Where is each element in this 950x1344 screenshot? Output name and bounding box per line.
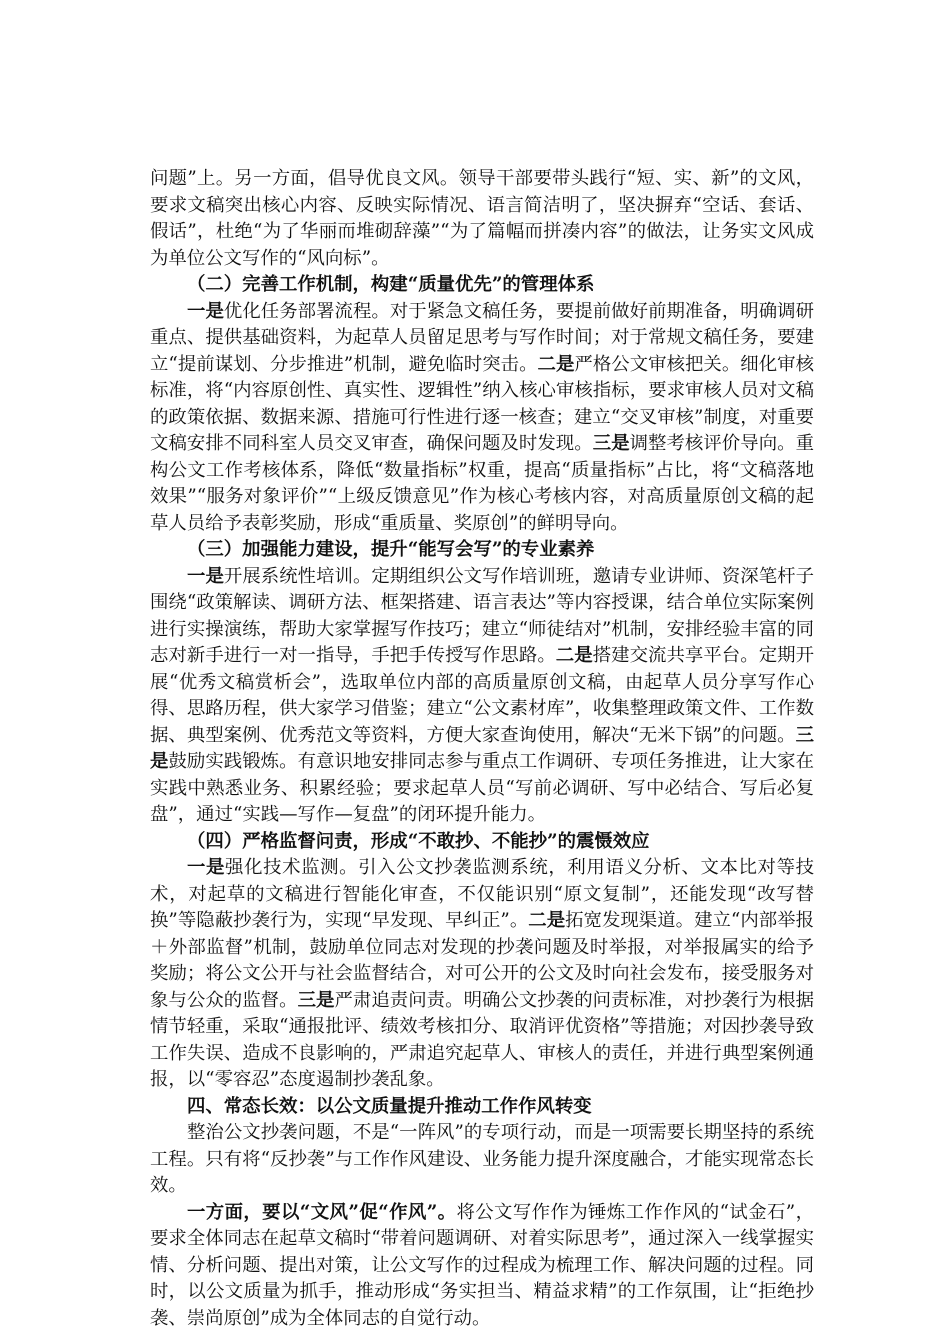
paragraph-section-2: 一是优化任务部署流程。对于紧急文稿任务，要提前做好前期准备，明确调研重点、提供基础资料，为起草人员留足思考与写作时间；对于常规文稿任务，要建立“提前谋划、分步推进”机制，避免临时突击。二是严格公文审核把关。细化审核标准，将“内容原创性、真实性、逻辑性”纳入核心审核指标，要求审核人员对文稿的政策依据、数据来源、措施可行性进行逐一核查；建立“交叉审核”制度，对重要文稿安排不同科室人员交叉审查，确保问题及时发现。三是调整考核评价导向。重构公文工作考核体系，降低“数量指标”权重，提高“质量指标”占比，将“文稿落地效果”“服务对象评价”“上级反馈意见”作为核心考核内容，对高质量原创文稿的起草人员给予表彰奖励，形成“重质量、奖原创”的鲜明导向。 xyxy=(150,300,814,534)
paragraph-continued: 问题”上。另一方面，倡导优良文风。领导干部要带头践行“短、实、新”的文风，要求文稿突出核心内容、反映实际情况、语言简洁明了，坚决摒弃“空话、套话、假话”，杜绝“为了华丽而堆砌辞藻”“为了篇幅而拼凑内容”的做法，让务实文风成为单位公文写作的“风向标”。 xyxy=(150,168,814,269)
section-heading-3: （三）加强能力建设，提升“能写会写”的专业素养 xyxy=(187,539,595,560)
paragraph-one-side: 一方面，要以“文风”促“作风”。将公文写作作为锤炼工作作风的“试金石”，要求全体同志在起草文稿时“带着问题调研、对着实际思考”，通过深入一线掌握实情、分析问题、提出对策，让公文写作的过程成为梳理工作、解决问题的过程。同时，以公文质量为抓手，推动形成“务实担当、精益求精”的工作氛围，让“拒绝抄袭、崇尚原创”成为全体同志的自觉行动。 xyxy=(150,1201,814,1329)
keyword: 二是 xyxy=(528,910,566,931)
keyword: 二是 xyxy=(555,645,593,666)
section-heading-2: （二）完善工作机制，构建“质量优先”的管理体系 xyxy=(187,274,595,295)
keyword: 三是 xyxy=(592,433,630,454)
keyword: 三是 xyxy=(150,724,814,772)
section-heading-4: （四）严格监督问责，形成“不敢抄、不能抄”的震慑效应 xyxy=(187,830,650,852)
keyword: 二是 xyxy=(537,353,575,375)
paragraph-section-3: 一是开展系统性培训。定期组织公文写作培训班，邀请专业讲师、资深笔杆子围绕“政策解读、调研方法、框架搭建、语言表达”等内容授课，结合单位实际案例进行实操演练，帮助大家掌握写作技巧；建立“师徒结对”机制，安排经验丰富的同志对新手进行一对一指导，手把手传授写作思路。二是搭建交流共享平台。定期开展“优秀文稿赏析会”，选取单位内部的高质量原创文稿，由起草人员分享写作心得、思路历程，供大家学习借鉴；建立“公文素材库”，收集整理政策文件、工作数据、典型案例、优秀范文等资料，方便大家查询使用，解决“无米下锅”的问题。三是鼓励实践锻炼。有意识地安排同志参与重点工作调研、专项任务推进，让大家在实践中熟悉业务、积累经验；要求起草人员“写前必调研、写中必结合、写后必复盘”，通过“实践—写作—复盘”的闭环提升能力。 xyxy=(150,565,814,825)
paragraph-section-4: 一是强化技术监测。引入公文抄袭监测系统，利用语义分析、文本比对等技术，对起草的文稿进行智能化审查，不仅能识别“原文复制”，还能发现“改写替换”等隐蔽抄袭行为，实现“早发现、早纠正”。二是拓宽发现渠道。建立“内部举报＋外部监督”机制，鼓励单位同志对发现的抄袭问题及时举报，对举报属实的给予奖励；将公文公开与社会监督结合，对可公开的公文及时向社会发布，接受服务对象与公众的监督。三是严肃追责问责。明确公文抄袭的问责标准，对抄袭行为根据情节轻重，采取“通报批评、绩效考核扣分、取消评优资格”等措施；对因抄袭导致工作失误、造成不良影响的，严肃追究起草人、审核人的责任，并进行典型案例通报，以“零容忍”态度遏制抄袭乱象。 xyxy=(150,857,814,1090)
keyword: 一是 xyxy=(187,565,224,587)
chapter-heading-4: 四、常态长效：以公文质量提升推动工作作风转变 xyxy=(187,1095,592,1117)
keyword: 一是 xyxy=(187,300,224,322)
keyword: 一是 xyxy=(187,857,226,878)
keyword: 一方面，要以“文风”促“作风”。 xyxy=(187,1201,457,1223)
document-body xyxy=(150,166,814,1332)
paragraph-intro: 整治公文抄袭问题，不是“一阵风”的专项行动，而是一项需要长期坚持的系统工程。只有将“反抄袭”与工作作风建设、业务能力提升深度融合，才能实现常态长效。 xyxy=(150,1122,814,1196)
keyword: 三是 xyxy=(297,989,335,1011)
